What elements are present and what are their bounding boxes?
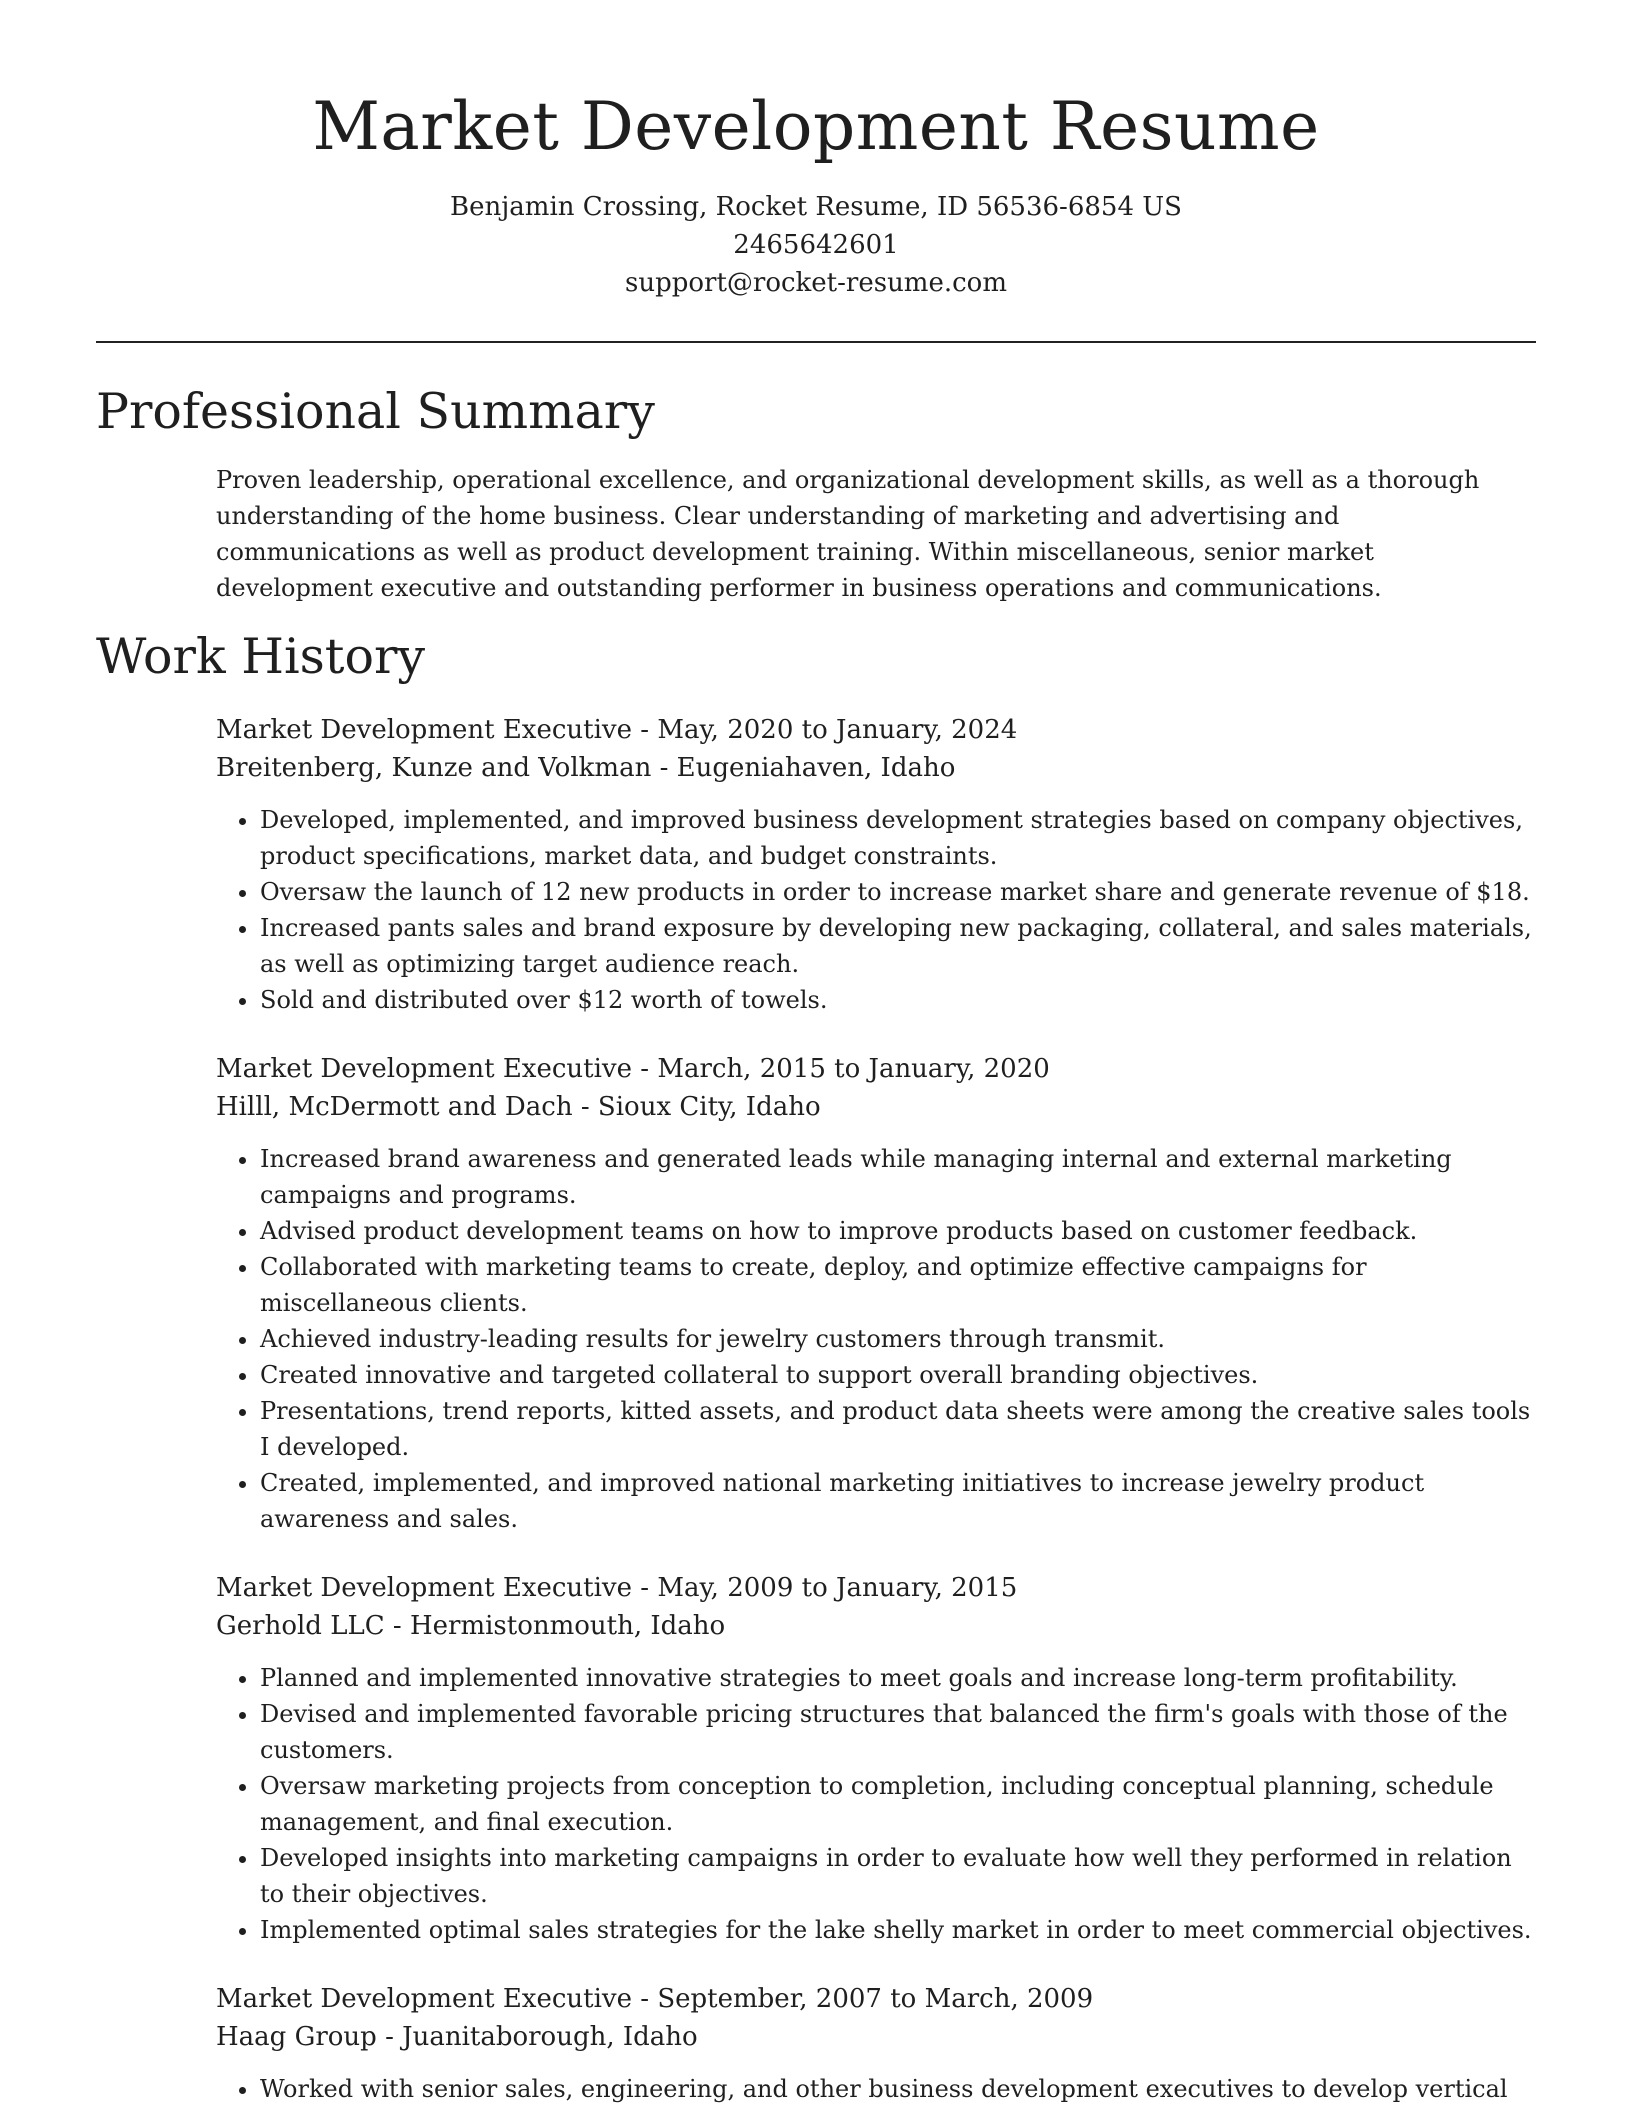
job-separator: - [572,1092,598,1122]
job-separator: - [632,1573,658,1603]
job-bullet: • Increased pants sales and brand exposure by developing new packaging, collateral, and sales materials, as well as optimizing target audience reach. [260,910,1536,982]
header-divider [96,341,1536,343]
job-entry [216,1569,1536,1948]
job-title-line [216,1050,1536,1088]
job-bullet: • Increased brand awareness and generated leads while managing internal and external marketing campaigns and programs. [260,1141,1536,1213]
job-bullet: • Planned and implemented innovative strategies to meet goals and increase long-term profitability. [260,1660,1536,1696]
job-separator: - [384,1611,410,1641]
summary-heading: Professional Summary [96,383,655,440]
job-title-line [216,1980,1536,2018]
job-role: Market Development Executive [216,1573,632,1603]
job-bullet: • Devised and implemented favorable pricing structures that balanced the firm's goals with those of the customers. [260,1696,1536,1768]
job-bullet: • Collaborated with marketing teams to create, deploy, and optimize effective campaigns for miscellaneous clients. [260,1249,1536,1321]
job-bullet: • Presentations, trend reports, kitted assets, and product data sheets were among the creative sales tools I developed. [260,1393,1536,1465]
job-location: Hermistonmouth, Idaho [409,1611,726,1641]
summary-text: Proven leadership, operational excellence, and organizational development skills, as well as a thorough understanding of the home business. Clear understanding of marketing and advertising and communications as well as product development training. Within miscellaneous, senior market development executive and outstanding performer in business operations and communications. [216,466,1480,602]
job-company-line [216,1088,1536,1126]
job-company: Haag Group [216,2022,377,2052]
job-bullet: • Worked with senior sales, engineering, and other business development executives to develop vertical [260,2071,1536,2107]
job-dates: September, 2007 to March, 2009 [657,1984,1094,2014]
job-bullet: • Oversaw marketing projects from conception to completion, including conceptual planning, schedule management, and final execution. [260,1768,1536,1840]
contact-phone: 2465642601 [733,230,899,260]
job-company-line [216,1607,1536,1645]
job-separator: - [632,1984,658,2014]
job-role: Market Development Executive [216,1054,632,1084]
resume-title: Market Development Resume [312,88,1320,165]
job-title-line [216,711,1536,749]
job-bullets [216,802,1536,1018]
job-dates: March, 2015 to January, 2020 [657,1054,1050,1084]
job-entry [216,711,1536,1018]
work-history-list [216,711,1536,2112]
contact-email: support@rocket-resume.com [624,268,1007,298]
job-role: Market Development Executive [216,1984,632,2014]
job-title-line [216,1569,1536,1607]
resume-header [96,84,1536,302]
job-company: Hilll, McDermott and Dach [216,1092,573,1122]
job-location: Juanitaborough, Idaho [402,2022,698,2052]
job-dates: May, 2020 to January, 2024 [657,715,1018,745]
job-separator: - [632,1054,658,1084]
job-bullets [216,1660,1536,1948]
job-company: Breitenberg, Kunze and Volkman [216,753,652,783]
job-location: Eugeniahaven, Idaho [676,753,956,783]
job-separator: - [376,2022,403,2052]
job-company-line [216,749,1536,787]
job-bullet: • Oversaw the launch of 12 new products in order to increase market share and generate revenue of $18. [260,874,1536,910]
job-separator: - [632,715,658,745]
contact-info [96,188,1536,302]
job-bullet: • Sold and distributed over $12 worth of towels. [260,982,1536,1018]
job-bullet: • Created innovative and targeted collateral to support overall branding objectives. [260,1357,1536,1393]
work-history-heading: Work History [96,628,426,685]
job-bullet: • Created, implemented, and improved national marketing initiatives to increase jewelry product awareness and sales. [260,1465,1536,1537]
job-dates: May, 2009 to January, 2015 [657,1573,1018,1603]
job-location: Sioux City, Idaho [597,1092,821,1122]
job-company: Gerhold LLC [216,1611,385,1641]
job-bullets [216,2071,1536,2107]
job-separator: - [651,753,677,783]
contact-address: Benjamin Crossing, Rocket Resume, ID 56536-6854 US [450,192,1182,222]
job-company-line [216,2018,1536,2056]
job-role: Market Development Executive [216,715,632,745]
job-bullet: • Developed insights into marketing campaigns in order to evaluate how well they performed in relation to their objectives. [260,1840,1536,1912]
job-bullet: • Advised product development teams on how to improve products based on customer feedback. [260,1213,1536,1249]
job-bullets [216,1141,1536,1537]
job-bullet: • Implemented optimal sales strategies for the lake shelly market in order to meet commercial objectives. [260,1912,1536,1948]
job-entry [216,1050,1536,1537]
job-bullet: • Achieved industry-leading results for jewelry customers through transmit. [260,1321,1536,1357]
job-bullet: • Developed, implemented, and improved business development strategies based on company objectives, product specifications, market data, and budget constraints. [260,802,1536,874]
job-entry [216,1980,1536,2107]
